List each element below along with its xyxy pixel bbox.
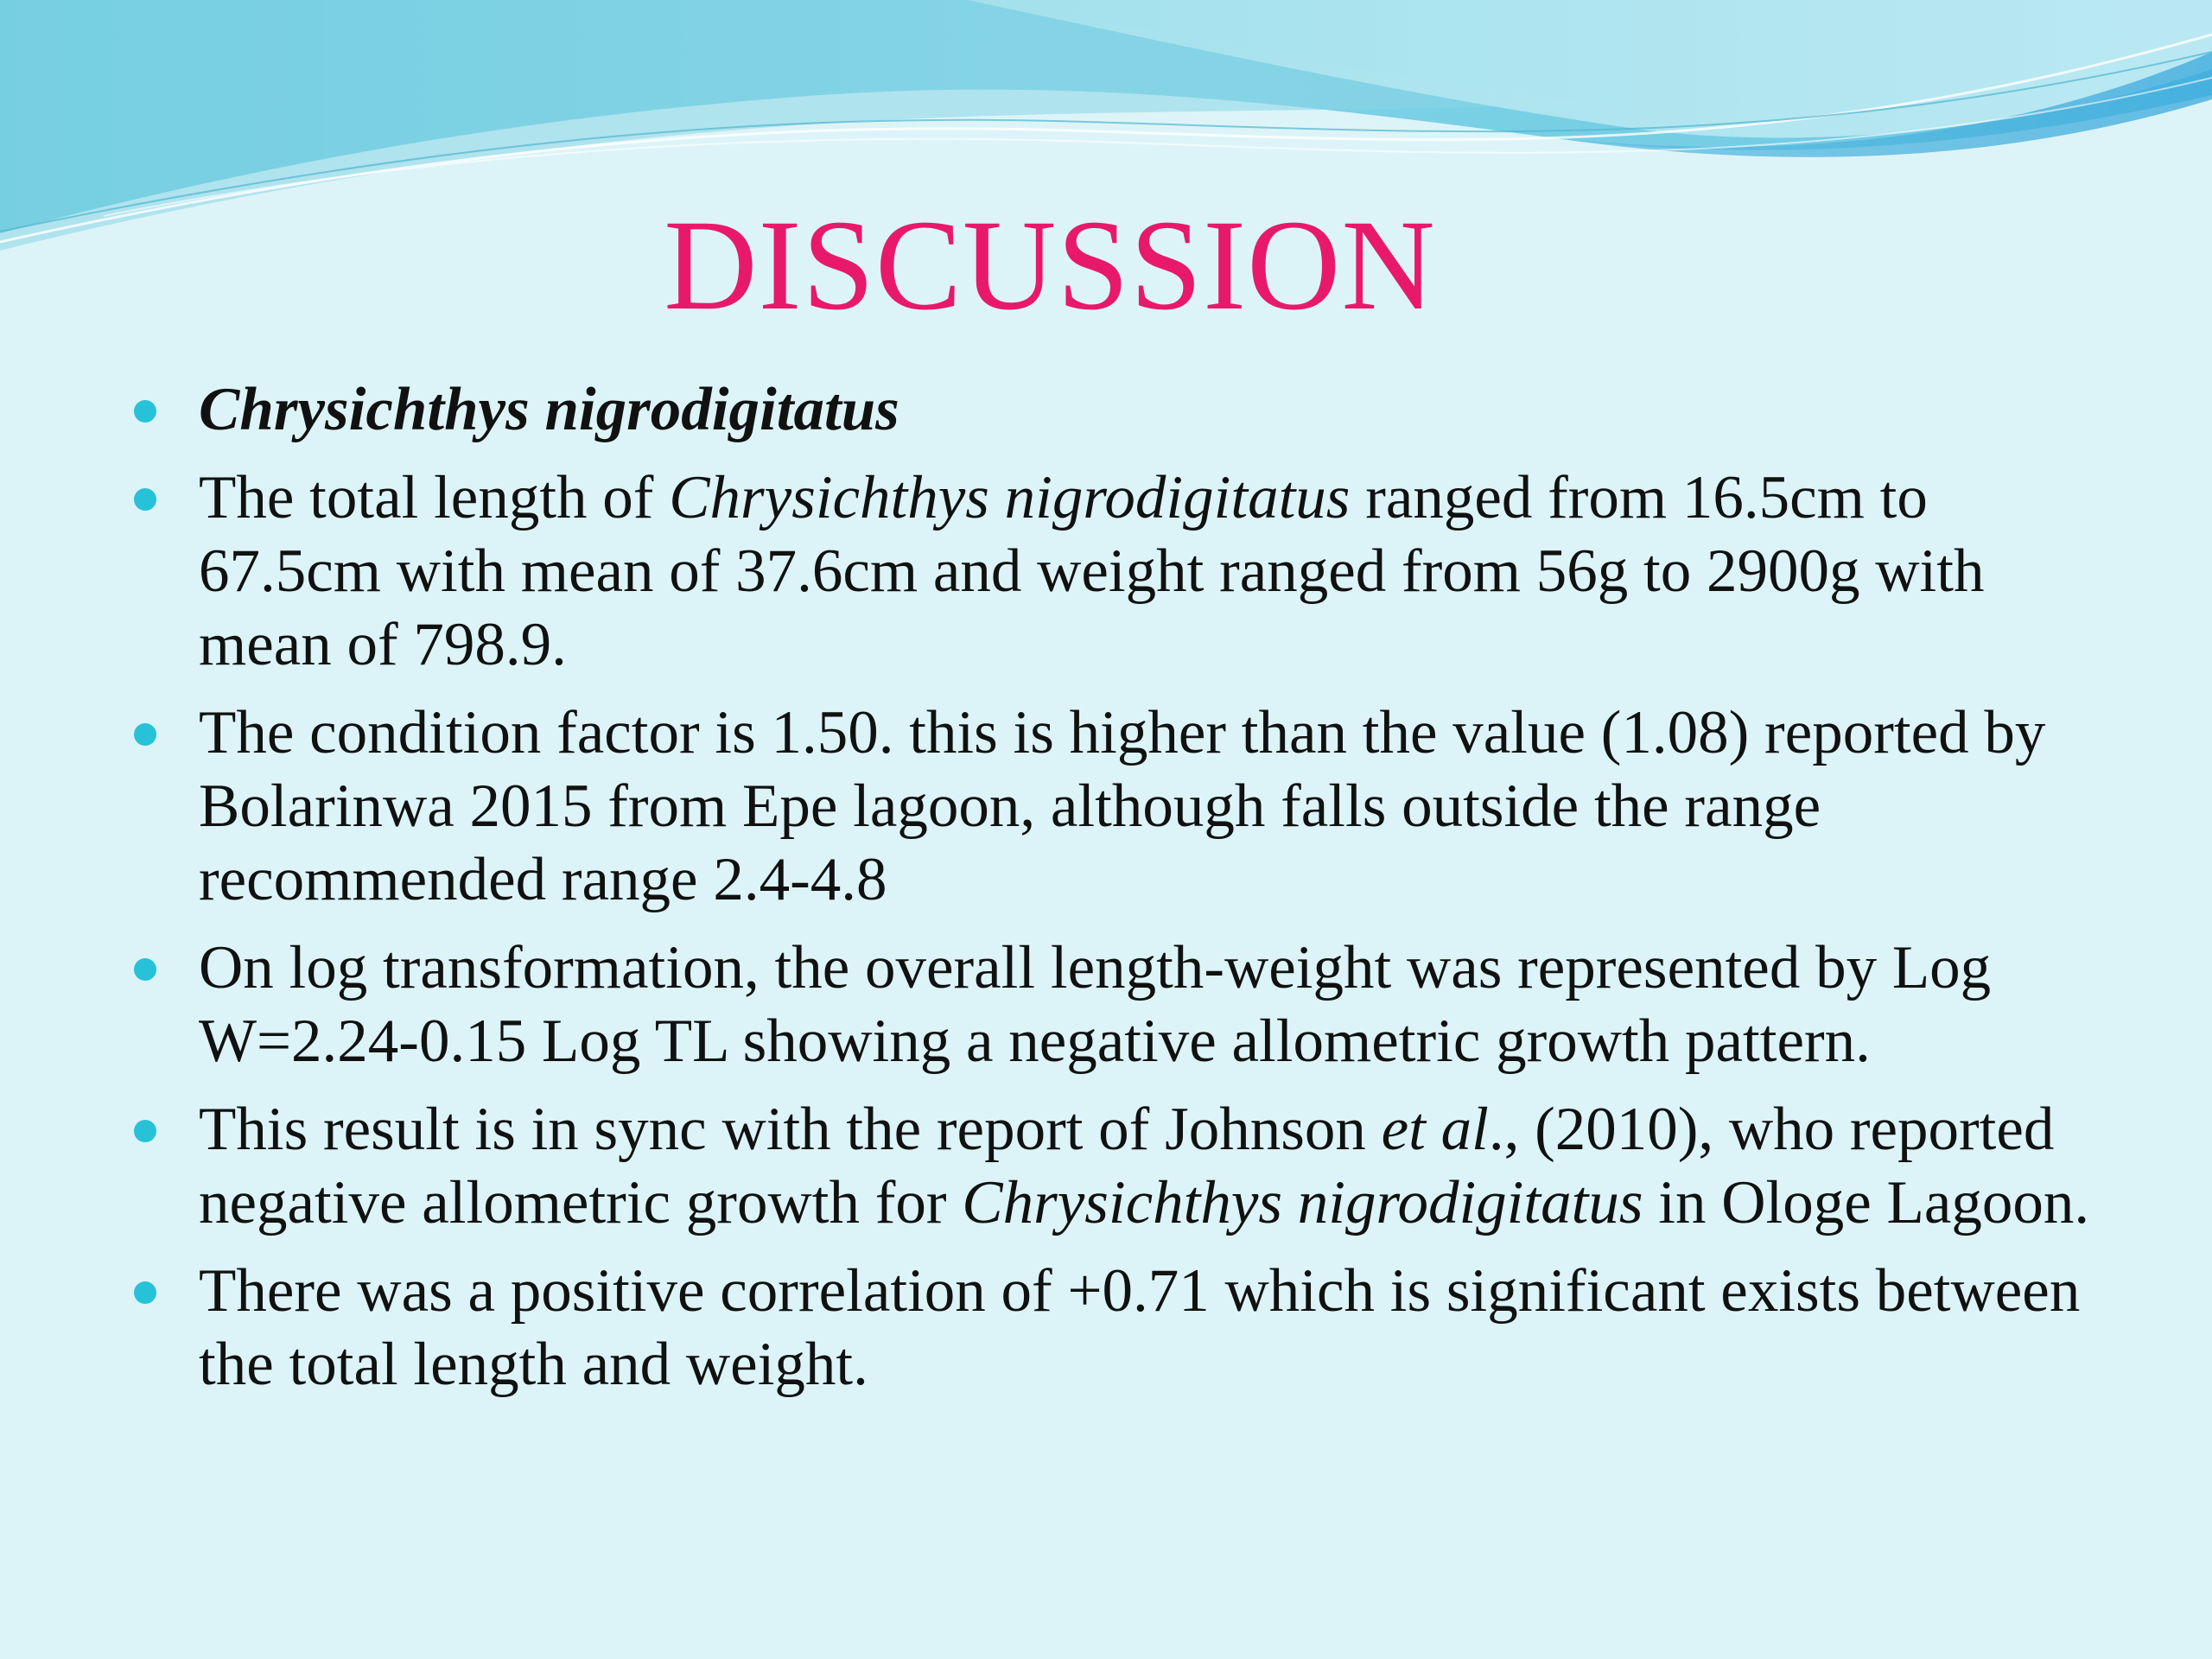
bullet-text: There was a positive correlation of +0.71 which is significant exists between the total length and weight.	[199, 1257, 2081, 1398]
bullet-item	[199, 696, 2117, 917]
bullet-dot-icon	[134, 958, 156, 981]
bullet-dot-icon	[134, 1281, 156, 1304]
bullet-dot-icon	[134, 400, 156, 423]
bullet-text: The total length of	[199, 464, 670, 531]
bullet-text: The condition factor is 1.50. this is higher than the value (1.08) reported by Bolarinwa 2015 from Epe lagoon, although falls outside the range recommended range 2.4-4.8	[199, 699, 2046, 913]
bullet-item	[199, 931, 2117, 1078]
bullet-text: ., (2010), who reported negative allometric growth for	[199, 1096, 2055, 1236]
bullet-text: ranged from 16.5cm to 67.5cm with mean of 37.6cm and weight ranged from 56g to 2900g with mean of 798.9.	[199, 464, 1985, 678]
bullet-text: This result is in sync with the report of Johnson	[199, 1096, 1382, 1163]
et-al-citation: et al	[1381, 1096, 1489, 1163]
bullet-item	[199, 461, 2117, 682]
bullet-item	[199, 373, 2117, 447]
slide-title: DISCUSSION	[664, 194, 1436, 337]
species-heading: Chrysichthys nigrodigitatus	[199, 376, 899, 443]
bullet-list	[199, 373, 2117, 1416]
species-name: Chrysichthys nigrodigitatus	[962, 1169, 1643, 1236]
bullet-item	[199, 1093, 2117, 1240]
species-name: Chrysichthys nigrodigitatus	[669, 464, 1351, 531]
bullet-dot-icon	[134, 1120, 156, 1142]
bullet-text: On log transformation, the overall length-weight was represented by Log W=2.24-0.15 Log TL showing a negative allometric growth pattern.	[199, 934, 1992, 1075]
bullet-dot-icon	[134, 488, 156, 511]
bullet-dot-icon	[134, 723, 156, 746]
bullet-text: in Ologe Lagoon.	[1643, 1169, 2090, 1236]
bullet-item	[199, 1255, 2117, 1402]
